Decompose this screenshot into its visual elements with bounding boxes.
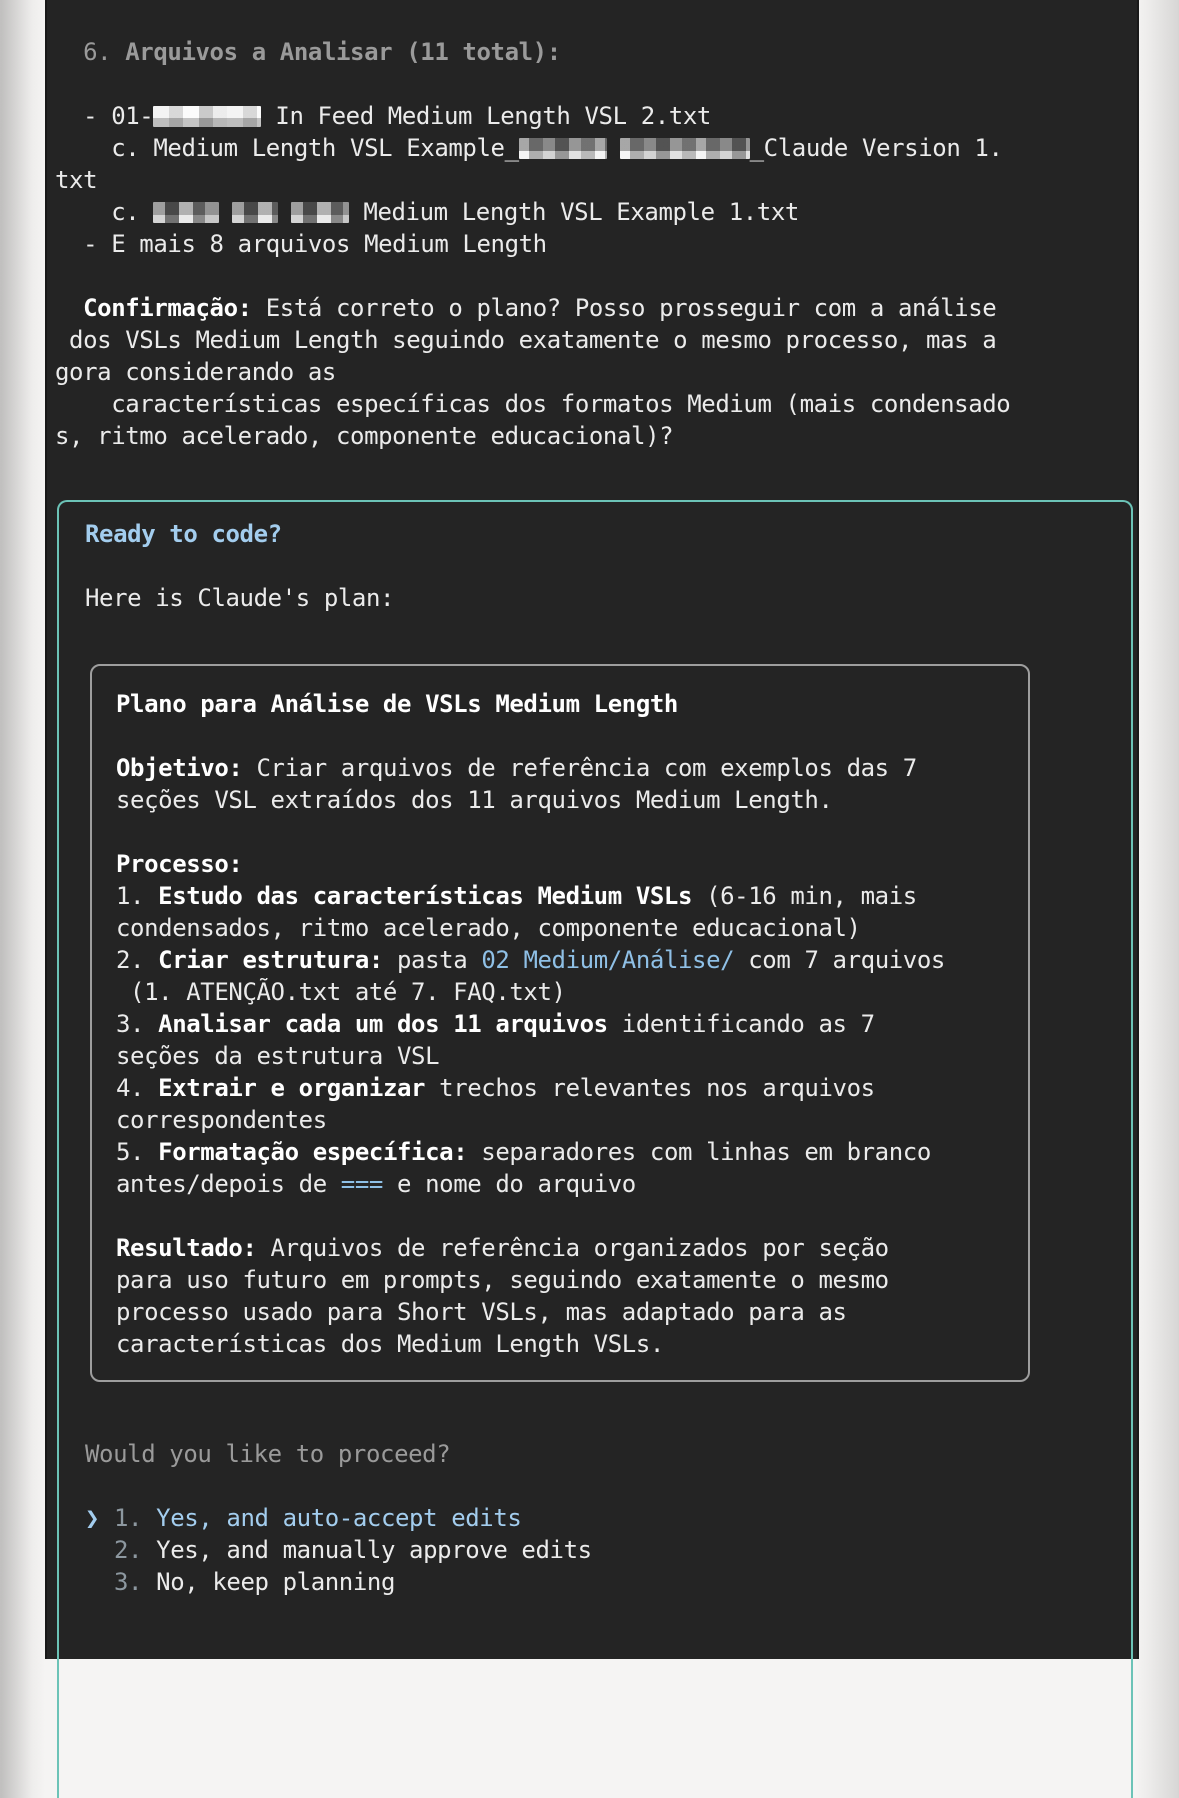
file-list-item <box>55 228 1133 260</box>
terminal-window <box>45 0 1139 1659</box>
step-number: 2. <box>116 946 159 974</box>
step-number: 4. <box>116 1074 159 1102</box>
plan-process-heading <box>116 848 1004 880</box>
plan-result <box>116 1264 1004 1296</box>
objective-label: Objetivo: <box>116 754 243 782</box>
files-heading-number: 6. <box>55 38 126 66</box>
step-text: (1. ATENÇÃO.txt até 7. FAQ.txt) <box>116 978 566 1006</box>
option-label: Yes, and manually approve edits <box>156 1536 592 1564</box>
confirmation-text: s, ritmo acelerado, componente educacional)? <box>55 422 674 450</box>
file-item-text: txt <box>55 166 98 194</box>
step-text: identificando as 7 <box>607 1010 875 1038</box>
step-text: seções da estrutura VSL <box>116 1042 440 1070</box>
inline-code-separator: === <box>340 1170 383 1198</box>
file-item-text: - E mais 8 arquivos Medium Length <box>55 230 547 258</box>
step-text: trechos relevantes nos arquivos <box>425 1074 875 1102</box>
plan-dialog-box <box>57 500 1133 1798</box>
step-title: Estudo das características Medium VSLs <box>158 882 693 910</box>
plan-result <box>116 1328 1004 1360</box>
step-text: (6-16 min, mais <box>692 882 917 910</box>
step-number: 5. <box>116 1138 159 1166</box>
file-item-text: c. <box>55 198 154 226</box>
result-text: processo usado para Short VSLs, mas adaptado para as <box>116 1298 847 1326</box>
proceed-question-text: Would you like to proceed? <box>85 1440 451 1468</box>
redacted-text <box>153 202 219 223</box>
result-text: características dos Medium Length VSLs. <box>116 1330 664 1358</box>
step-text: pasta <box>382 946 482 974</box>
option-label: Yes, and auto-accept edits <box>156 1504 522 1532</box>
blank-line <box>55 68 1133 100</box>
plan-result <box>116 1232 1004 1264</box>
file-item-text: - 01- <box>55 102 154 130</box>
plan-result <box>116 1296 1004 1328</box>
confirmation-paragraph <box>55 292 1133 324</box>
confirmation-label: Confirmação: <box>55 294 252 322</box>
plan-intro <box>85 582 1109 614</box>
file-item-text: c. Medium Length VSL Example_ <box>55 134 519 162</box>
blank-line <box>116 816 1004 848</box>
blank-line <box>85 550 1109 582</box>
plan-step-2 <box>116 944 1004 976</box>
step-text: antes/depois de <box>116 1170 341 1198</box>
plan-step-5 <box>116 1136 1004 1168</box>
step-title: Analisar cada um dos 11 arquivos <box>158 1010 608 1038</box>
step-number: 1. <box>116 882 159 910</box>
step-number: 3. <box>116 1010 159 1038</box>
result-text: para uso futuro em prompts, seguindo exatamente o mesmo <box>116 1266 889 1294</box>
confirmation-paragraph <box>55 388 1133 420</box>
step-text: correspondentes <box>116 1106 327 1134</box>
plan-objective <box>116 784 1004 816</box>
step-title: Criar estrutura: <box>158 946 383 974</box>
process-label: Processo: <box>116 850 243 878</box>
plan-heading-text: Plano para Análise de VSLs Medium Length <box>116 690 678 718</box>
plan-step-1 <box>116 912 1004 944</box>
result-label: Resultado: <box>116 1234 257 1262</box>
file-item-text: Medium Length VSL Example 1.txt <box>349 198 799 226</box>
step-title: Formatação específica: <box>158 1138 468 1166</box>
objective-text: Criar arquivos de referência com exemplos das 7 <box>242 754 917 782</box>
redacted-text <box>232 202 278 223</box>
step-title: Extrair e organizar <box>158 1074 426 1102</box>
plan-step-4 <box>116 1072 1004 1104</box>
blank-line <box>116 720 1004 752</box>
plan-step-1 <box>116 880 1004 912</box>
plan-intro-text: Here is Claude's plan: <box>85 584 395 612</box>
redacted-text <box>620 138 750 159</box>
redacted-text <box>291 202 349 223</box>
blank-line <box>55 260 1133 292</box>
confirmation-text: características específicas dos formatos Medium (mais condensado <box>55 390 1011 418</box>
step-text: com 7 arquivos <box>734 946 945 974</box>
redacted-text <box>153 106 261 127</box>
confirmation-paragraph <box>55 356 1133 388</box>
confirmation-text: gora considerando as <box>55 358 336 386</box>
proceed-question <box>85 1438 1109 1470</box>
file-list-item <box>55 196 1133 228</box>
ready-to-code-title: Ready to code? <box>85 520 282 548</box>
blank-line <box>85 1470 1109 1502</box>
step-text: separadores com linhas em branco <box>467 1138 931 1166</box>
option-no-keep-planning[interactable] <box>85 1566 1109 1598</box>
option-number: 3. <box>114 1568 157 1596</box>
terminal-content <box>47 0 1137 1798</box>
plan-step-5 <box>116 1168 1004 1200</box>
step-text: condensados, ritmo acelerado, componente educacional) <box>116 914 861 942</box>
blank-line <box>116 1200 1004 1232</box>
file-item-text: _Claude Version 1. <box>749 134 1003 162</box>
plan-step-3 <box>116 1008 1004 1040</box>
confirmation-text: Está correto o plano? Posso prosseguir com a análise <box>251 294 997 322</box>
plan-heading <box>116 688 1004 720</box>
plan-step-4 <box>116 1104 1004 1136</box>
confirmation-text: dos VSLs Medium Length seguindo exatamente o mesmo processo, mas a <box>55 326 997 354</box>
file-list-item <box>55 132 1133 164</box>
plan-dialog-title <box>85 518 1109 550</box>
objective-text: seções VSL extraídos dos 11 arquivos Medium Length. <box>116 786 833 814</box>
step-text: e nome do arquivo <box>382 1170 636 1198</box>
inline-code-path: 02 Medium/Análise/ <box>481 946 735 974</box>
selection-arrow-icon: ❯ <box>85 1504 100 1532</box>
plan-detail-box <box>90 664 1030 1382</box>
option-number: 1. <box>114 1504 157 1532</box>
files-heading-text: Arquivos a Analisar (11 total): <box>125 38 561 66</box>
file-list-item <box>55 100 1133 132</box>
plan-step-3 <box>116 1040 1004 1072</box>
plan-objective <box>116 752 1004 784</box>
file-list-item-wrap <box>55 164 1133 196</box>
option-yes-manual-approve[interactable] <box>85 1534 1109 1566</box>
confirmation-paragraph <box>55 324 1133 356</box>
option-label: No, keep planning <box>156 1568 395 1596</box>
result-text: Arquivos de referência organizados por seção <box>256 1234 889 1262</box>
plan-step-2 <box>116 976 1004 1008</box>
confirmation-paragraph <box>55 420 1133 452</box>
option-yes-auto-accept[interactable] <box>85 1502 1109 1534</box>
redacted-text <box>519 138 607 159</box>
files-section-heading <box>55 36 1133 68</box>
option-number: 2. <box>114 1536 157 1564</box>
file-item-text: In Feed Medium Length VSL 2.txt <box>261 102 711 130</box>
